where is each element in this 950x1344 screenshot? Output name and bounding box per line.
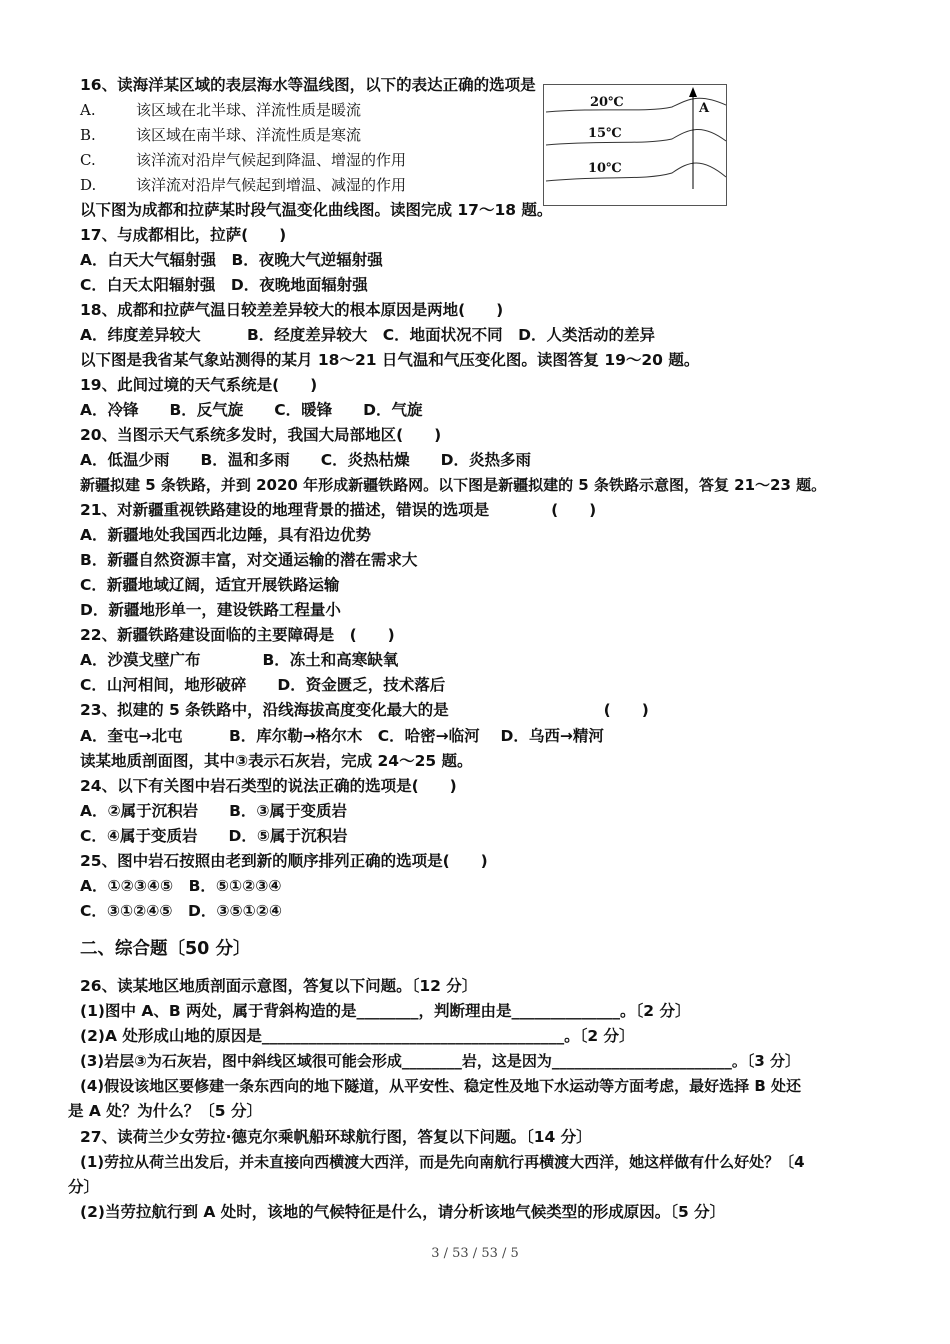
q17-options-cd: C．白天太阳辐射强 D．夜晚地面辐射强: [80, 276, 368, 294]
q16-option-c: C. 该洋流对沿岸气候起到降温、增湿的作用: [80, 151, 407, 169]
q23-stem: 23、拟建的 5 条铁路中，沿线海拔高度变化最大的是 ( ): [80, 701, 649, 719]
q16-stem: 16、读海洋某区域的表层海水等温线图，以下的表达正确的选项是: [80, 76, 536, 94]
q25-options-ab: A．①②③④⑤ B．⑤①②③④: [80, 877, 282, 895]
q23-options: A．奎屯→北屯 B．库尔勒→格尔木 C．哈密→临河 D．乌西→精河: [80, 727, 604, 745]
q21-option-a: A．新疆地处我国西北边陲，具有沿边优势: [80, 526, 371, 544]
q22-options-ab: A．沙漠戈壁广布 B．冻土和高寒缺氧: [80, 651, 399, 669]
q26-part-1: (1)图中 A、B 两处，属于背斜构造的是________，判断理由是______________。〔2 分〕: [80, 1002, 691, 1020]
q21-option-b: B．新疆自然资源丰富，对交通运输的潜在需求大: [80, 551, 418, 569]
q22-options-cd: C．山河相间，地形破碎 D．资金匮乏，技术落后: [80, 676, 446, 694]
q24-options-ab: A．②属于沉积岩 B．③属于变质岩: [80, 802, 348, 820]
q20-options: A．低温少雨 B．温和多雨 C．炎热枯燥 D．炎热多雨: [80, 451, 532, 469]
current-arrow-head: [689, 87, 697, 97]
q24-options-cd: C．④属于变质岩 D．⑤属于沉积岩: [80, 827, 348, 845]
q16-option-a: A. 该区域在北半球、洋流性质是暖流: [80, 101, 362, 119]
isotherm-label-15: 15℃: [588, 126, 622, 141]
isotherm-label-20: 20℃: [590, 95, 624, 110]
point-a-label: A: [699, 101, 710, 116]
q26-part-2: (2)A 处形成山地的原因是_______________________________________。〔2 分〕: [80, 1027, 635, 1045]
isotherm-label-10: 10℃: [588, 161, 622, 176]
q17-stem: 17、与成都相比，拉萨( ): [80, 226, 287, 244]
q22-stem: 22、新疆铁路建设面临的主要障碍是 ( ): [80, 626, 395, 644]
q25-stem: 25、图中岩石按照由老到新的顺序排列正确的选项是( ): [80, 852, 488, 870]
q16-option-d: D. 该洋流对沿岸气候起到增温、减湿的作用: [80, 176, 407, 194]
intro-19-20: 以下图是我省某气象站测得的某月 18～21 日气温和气压变化图。读图答复 19～20 题。: [80, 351, 700, 369]
q18-options: A．纬度差异较大 B．经度差异较大 C．地面状况不同 D．人类活动的差异: [80, 326, 656, 344]
q27-part-1-cont: 分〕: [68, 1178, 100, 1196]
q26-part-3: (3)岩层③为石灰岩，图中斜线区域很可能会形成________岩，这是因为________________________。〔3 分〕: [80, 1052, 801, 1070]
q27-part-1: (1)劳拉从荷兰出发后，并未直接向西横渡大西洋，而是先向南航行再横渡大西洋，她这样做有什么好处？〔4: [80, 1153, 805, 1171]
q17-options-ab: A．白天大气辐射强 B．夜晚大气逆辐射强: [80, 251, 383, 269]
q26-part-4: (4)假设该地区要修建一条东西向的地下隧道，从平安性、稳定性及地下水运动等方面考虑，最好选择 B 处还: [80, 1077, 802, 1095]
q25-options-cd: C．③①②④⑤ D．③⑤①②④: [80, 902, 282, 920]
q21-stem: 21、对新疆重视铁路建设的地理背景的描述，错误的选项是 ( ): [80, 501, 597, 519]
intro-17-18: 以下图为成都和拉萨某时段气温变化曲线图。读图完成 17～18 题。: [80, 201, 553, 219]
page-number: 3 / 53 / 53 / 5: [431, 1246, 519, 1261]
isotherm-line-15: [546, 129, 726, 145]
section-2-title: 二、综合题〔50 分〕: [80, 939, 251, 959]
isotherm-line-10: [546, 163, 726, 181]
isotherm-diagram: [543, 84, 727, 206]
intro-24-25: 读某地质剖面图，其中③表示石灰岩，完成 24～25 题。: [80, 752, 473, 770]
intro-21-23: 新疆拟建 5 条铁路，并到 2020 年形成新疆铁路网。以下图是新疆拟建的 5 条铁路示意图，答复 21～23 题。: [80, 476, 827, 494]
q26-part-4-cont: 是 A 处？为什么？〔5 分〕: [68, 1102, 262, 1120]
q20-stem: 20、当图示天气系统多发时，我国大局部地区( ): [80, 426, 442, 444]
q16-option-b: B. 该区域在南半球、洋流性质是寒流: [80, 126, 362, 144]
q21-option-d: D．新疆地形单一，建设铁路工程量小: [80, 601, 341, 619]
q18-stem: 18、成都和拉萨气温日较差差异较大的根本原因是两地( ): [80, 301, 504, 319]
q19-options: A．冷锋 B．反气旋 C．暖锋 D．气旋: [80, 401, 423, 419]
q19-stem: 19、此间过境的天气系统是( ): [80, 376, 318, 394]
q21-option-c: C．新疆地域辽阔，适宜开展铁路运输: [80, 576, 340, 594]
q27-stem: 27、读荷兰少女劳拉·德克尔乘帆船环球航行图，答复以下问题。〔14 分〕: [80, 1128, 592, 1146]
q24-stem: 24、以下有关图中岩石类型的说法正确的选项是( ): [80, 777, 457, 795]
q26-stem: 26、读某地区地质剖面示意图，答复以下问题。〔12 分〕: [80, 977, 478, 995]
q27-part-2: (2)当劳拉航行到 A 处时，该地的气候特征是什么，请分析该地气候类型的形成原因。〔5 分〕: [80, 1203, 726, 1221]
